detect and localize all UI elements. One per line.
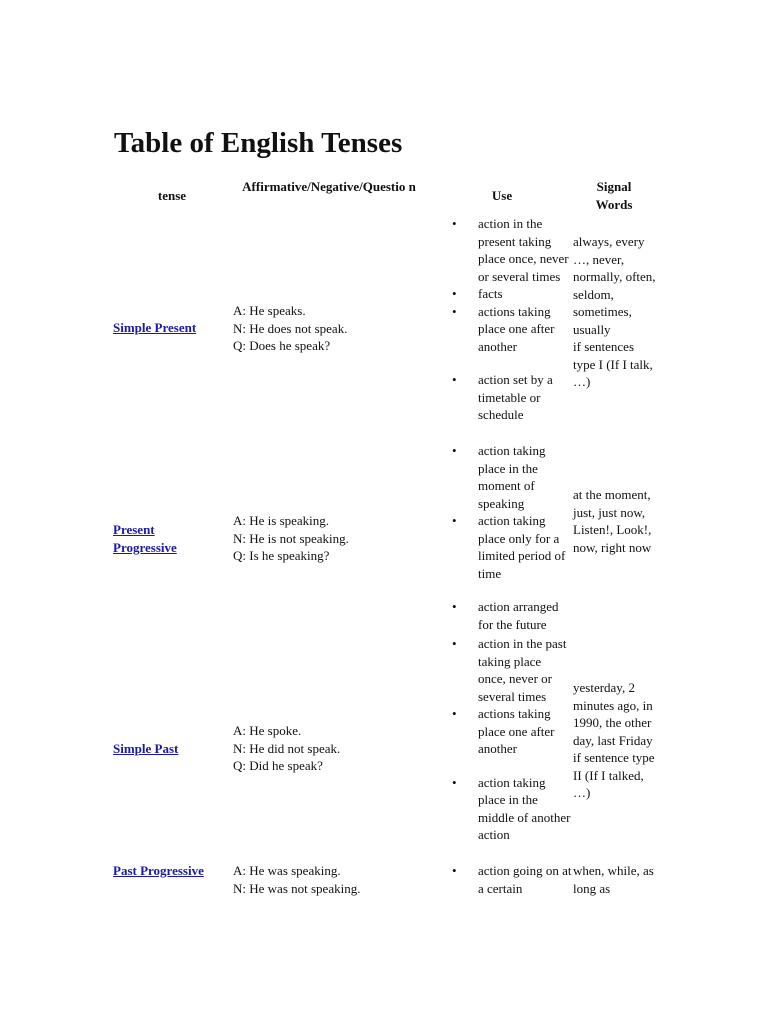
signal-text: yesterday, 2 minutes ago, in 1990, the other day, last Friday	[573, 680, 653, 748]
list-item: • facts	[452, 286, 503, 301]
bullet-icon: •	[452, 706, 457, 721]
signal-words-present-progressive	[573, 486, 659, 556]
signal-words-simple-present	[573, 233, 659, 391]
list-item: • action taking place in the middle of another action	[452, 774, 571, 842]
form-negative: N: He was not speaking.	[233, 880, 361, 896]
bullet-icon: •	[452, 216, 457, 231]
signal-text: if sentence type II (If I talked, …)	[573, 750, 655, 800]
forms-simple-past	[233, 722, 433, 775]
tense-link-simple-past[interactable]: Simple Past	[113, 741, 179, 756]
page-title: Table of English Tenses	[114, 127, 403, 159]
bullet-icon: •	[452, 286, 457, 301]
forms-past-progressive	[233, 862, 433, 897]
bullet-icon: •	[452, 599, 457, 614]
header-forms: Affirmative/Negative/Questio n	[242, 179, 416, 194]
list-item: • action in the past taking place once, never or several times	[452, 636, 567, 704]
bullet-icon: •	[452, 513, 457, 528]
signal-text: always, every …, never, normally, often, seldom, sometimes, usually	[573, 234, 656, 337]
form-question: Q: Did he speak?	[233, 758, 323, 773]
list-item: • action taking place only for a limited period of time	[452, 513, 566, 581]
tense-link-past-progressive[interactable]: Past Progressive	[113, 863, 204, 878]
forms-present-progressive	[233, 512, 433, 565]
form-negative: N: He does not speak.	[233, 320, 348, 336]
list-item: • action going on at a certain	[452, 863, 572, 896]
signal-words-past-progressive	[573, 862, 659, 897]
signal-text: at the moment, just, just now, Listen!, Look!, now, right now	[573, 487, 652, 555]
list-item: • action taking place in the moment of speaking	[452, 443, 546, 511]
signal-words-simple-past	[573, 679, 659, 802]
use-list-past-progressive	[450, 862, 572, 898]
list-item: • action arranged for the future	[452, 599, 559, 632]
form-negative: N: He did not speak.	[233, 740, 341, 756]
form-question: Q: Is he speaking?	[233, 548, 330, 563]
bullet-icon: •	[452, 774, 457, 790]
bullet-icon: •	[452, 443, 457, 458]
bullet-icon: •	[452, 303, 457, 319]
form-affirmative: A: He spoke.	[233, 723, 302, 738]
tense-link-present-progressive[interactable]: Present Progressive	[113, 522, 177, 555]
bullet-icon: •	[452, 636, 457, 651]
list-item: • actions taking place one after another	[452, 706, 555, 756]
list-item: • action set by a timetable or schedule	[452, 372, 553, 422]
form-affirmative: A: He speaks.	[233, 303, 306, 318]
use-list-simple-present	[450, 215, 572, 424]
form-question: Q: Does he speak?	[233, 338, 331, 353]
header-use: Use	[491, 188, 513, 203]
list-item: • actions taking place one after another	[452, 303, 555, 354]
form-affirmative: A: He is speaking.	[233, 513, 330, 528]
list-item: • action in the present taking place once, never or several times	[452, 216, 569, 284]
tense-link-simple-present[interactable]: Simple Present	[113, 320, 197, 335]
use-list-present-progressive	[450, 442, 572, 633]
header-signal-words: Signal Words	[595, 179, 633, 212]
header-tense: tense	[157, 188, 187, 203]
form-affirmative: A: He was speaking.	[233, 863, 341, 878]
bullet-icon: •	[452, 863, 457, 878]
signal-text: when, while, as long as	[573, 863, 654, 896]
use-list-simple-past	[450, 635, 572, 844]
bullet-icon: •	[452, 372, 457, 387]
forms-simple-present	[233, 302, 433, 355]
signal-text: if sentences type I (If I talk, …)	[573, 339, 653, 389]
form-negative: N: He is not speaking.	[233, 530, 349, 546]
